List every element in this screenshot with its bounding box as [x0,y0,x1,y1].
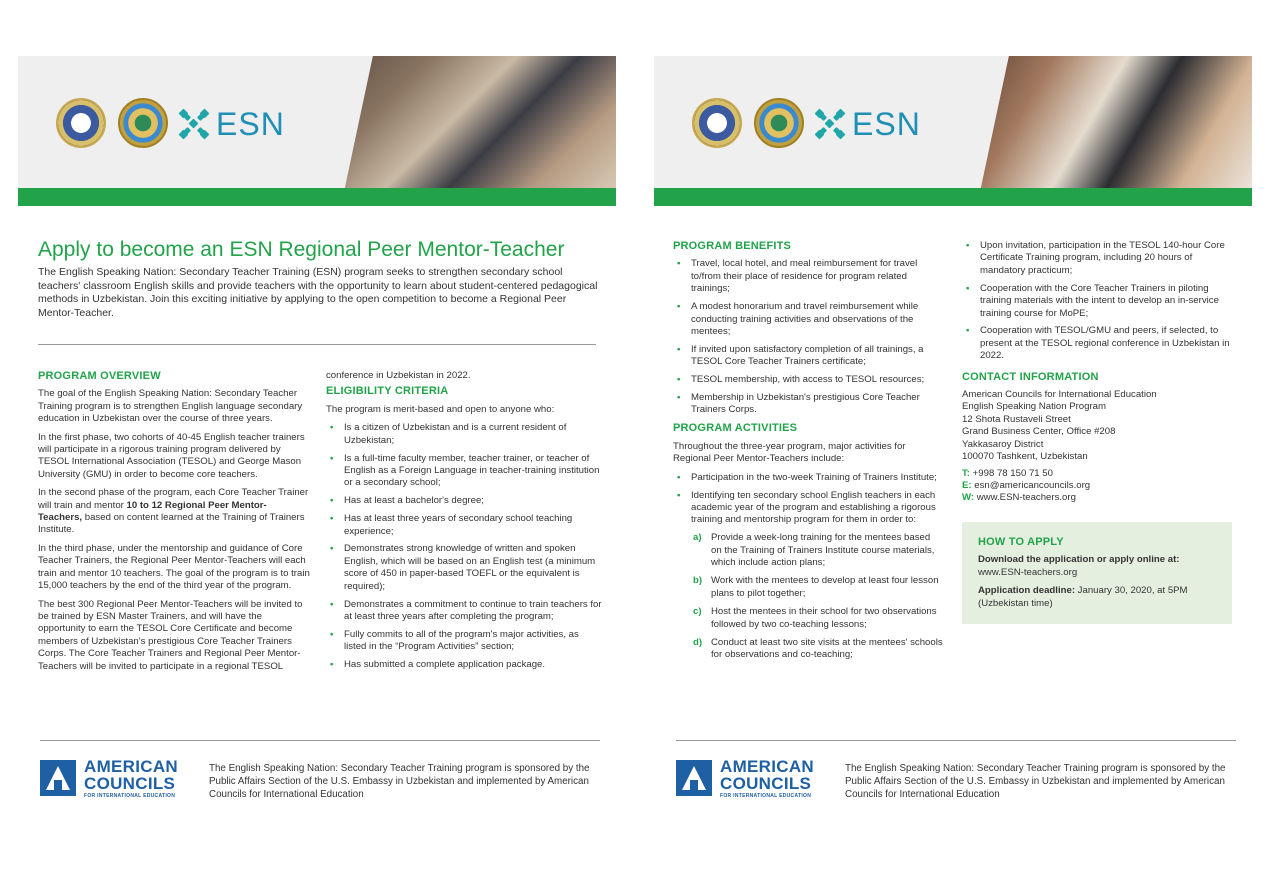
list-item: • If invited upon satisfactory completion of all trainings, a TESOL Core Teacher Trainers certificate; [673,344,943,369]
contact-phone: T: +998 78 150 71 50 [962,467,1053,479]
american-councils-logo [676,756,836,800]
list-item: • Is a full-time faculty member, teacher trainer, or teacher of English as a Foreign Language in teacher-training institution or a secondary school; [326,453,602,490]
benefits-activities-column [673,240,943,668]
more-activities-contact-column [962,240,1236,505]
page-header [18,56,616,188]
list-item: • Upon invitation, participation in the TESOL 140-hour Core Certificate Training program, including 20 hours of mandatory practicum; [962,240,1236,277]
logo-subtitle: FOR INTERNATIONAL EDUCATION [720,793,812,799]
esn-mark-icon [814,108,846,140]
header-photo [328,56,616,188]
header-green-bar [654,188,1252,206]
contact-website[interactable]: W: www.ESN-teachers.org [962,492,1076,504]
us-embassy-seal-icon [56,98,106,148]
esn-logo [814,104,921,144]
overview-paragraph: In the third phase, under the mentorship and guidance of Core Teacher Trainers, the Regional Peer Mentor-Teachers will each train and mentor 10 teachers. The goal of the program is to train 15,000 teachers by the end of the third year of the program. [38,542,310,592]
header-green-bar [18,188,616,206]
activities-list [673,472,943,527]
logo-name: AMERICAN COUNCILS [84,757,179,793]
us-embassy-seal-icon [692,98,742,148]
list-item: • Membership in Uzbekistan's prestigious Core Teacher Trainers Corps. [673,392,943,417]
how-to-apply-instruction: Download the application or apply online at: [978,554,1180,566]
brochure-page-left [18,56,616,826]
contact-block [962,389,1236,505]
contact-line: Grand Business Center, Office #208 [962,426,1116,438]
activities-intro: Throughout the three-year program, major activities for Regional Peer Mentor-Teachers include: [673,440,906,465]
list-item: • Demonstrates a commitment to continue to train teachers for at least three years after completing the program; [326,599,602,624]
contact-line: 12 Shota Rustaveli Street [962,413,1071,425]
list-item: a) Provide a week-long training for the mentees based on the Training of Trainers Institute course materials, which include action plans; [693,532,935,569]
brochure-page-right [654,56,1252,826]
eligibility-list [326,422,602,671]
overview-continuation: conference in Uzbekistan in 2022. [326,370,471,381]
footer-divider [676,740,1236,741]
list-item: b) Work with the mentees to develop at least four lesson plans to pilot together; [693,575,939,599]
list-item: c) Host the mentees in their school for two observations followed by two co-teaching lessons; [693,606,937,630]
contact-line: American Councils for International Education [962,389,1157,401]
list-item: • A modest honorarium and travel reimbursement while conducting training activities and observations of the mentees; [673,301,943,338]
list-item: • Has at least three years of secondary school teaching experience; [326,513,602,538]
list-item: • TESOL membership, with access to TESOL resources; [673,374,943,386]
overview-paragraph: The goal of the English Speaking Nation: Secondary Teacher Training program is to strengthen English language secondary education in Uzbekistan over the course of three years. [38,388,303,425]
american-councils-mark-icon [40,760,76,796]
logo-subtitle: FOR INTERNATIONAL EDUCATION [84,793,176,799]
contact-information-heading: CONTACT INFORMATION [962,370,1099,383]
list-item: • Identifying ten secondary school English teachers in each academic year of the program and establishing a rigorous training and mentorship program for them in order to: [673,490,943,527]
list-item: • Cooperation with TESOL/GMU and peers, if selected, to present at the TESOL regional conference in Uzbekistan in 2022. [962,325,1236,362]
application-url[interactable]: www.ESN-teachers.org [978,566,1078,578]
esn-logo-text: ESN [216,105,285,142]
esn-logo-text: ESN [852,105,921,142]
list-item: • Travel, local hotel, and meal reimbursement for travel to/from their place of residence for program related trainings; [673,258,943,295]
program-activities-heading: PROGRAM ACTIVITIES [673,422,798,435]
benefits-list [673,258,943,416]
footer-text: The English Speaking Nation: Secondary Teacher Training program is sponsored by the Public Affairs Section of the U.S. Embassy in Uzbekistan and implemented by American Councils for International Education [209,763,590,800]
list-item: • Has submitted a complete application package. [326,659,602,671]
intro-paragraph: The English Speaking Nation: Secondary Teacher Training (ESN) program seeks to strengthen secondary school teachers' classroom English skills and provide teachers with the opportunity to learn about student-centered pedagogical methods in Uzbekistan. Join this exciting initiative by applying to the open competition to become a Regional Peer Mentor-Teacher. [38,266,598,319]
esn-logo [178,104,285,144]
overview-paragraph: In the second phase of the program, each Core Teacher Trainer will train and mentor 10 to 12 Regional Peer Mentor-Teachers, based on content learned at the Training of Trainers Institute. [38,487,309,536]
contact-line: Yakkasaroy District [962,438,1044,450]
list-item: • Demonstrates strong knowledge of written and spoken English, which will be based on an English test (a minimum score of 450 in paper-based TOEFL or the equivalent is required); [326,543,602,593]
uzbekistan-seal-icon [118,98,168,148]
overview-paragraph: In the first phase, two cohorts of 40-45 English teacher trainers will participate in a rigorous training program delivered by TESOL International Association (TESOL) and George Mason University (GMU) in order to become core teachers. [38,431,305,480]
header-photo [964,56,1252,188]
section-divider [38,344,596,345]
american-councils-mark-icon [676,760,712,796]
list-item: • Participation in the two-week Training of Trainers Institute; [673,472,943,484]
contact-line: 100070 Tashkent, Uzbekistan [962,451,1088,463]
eligibility-intro: The program is merit-based and open to anyone who: [326,403,555,415]
list-item: • Cooperation with the Core Teacher Trainers in piloting training materials with the intent to develop an in-service training course for MoPE; [962,283,1236,320]
list-item: • Is a citizen of Uzbekistan and is a current resident of Uzbekistan; [326,422,602,447]
eligibility-column [326,370,602,677]
more-activities-list [962,240,1236,363]
program-overview-heading: PROGRAM OVERVIEW [38,370,161,382]
overview-paragraph: The best 300 Regional Peer Mentor-Teachers will be invited to be trained by ESN Master Trainers, and will have the opportunity to earn the TESOL Core Certificate and become members of Uzbekistan's prestigious Core Teacher Trainers Corps. The Core Teacher Trainers and Regional Peer Mentor-Teachers will be invited to participate in a regional TESOL [38,598,303,672]
list-item: • Has at least a bachelor's degree; [326,495,602,507]
program-benefits-heading: PROGRAM BENEFITS [673,240,792,252]
contact-email[interactable]: E: esn@americancouncils.org [962,479,1091,491]
american-councils-logo [40,756,200,800]
activities-sublist [673,532,943,662]
list-item: d) Conduct at least two site visits at the mentees' schools for observations and co-teaching; [693,637,943,661]
footer-divider [40,740,600,741]
how-to-apply-heading: HOW TO APPLY [978,536,1064,548]
footer-text: The English Speaking Nation: Secondary Teacher Training program is sponsored by the Public Affairs Section of the U.S. Embassy in Uzbekistan and implemented by American Councils for International Education [845,763,1226,800]
page-header [654,56,1252,188]
how-to-apply-box [962,522,1232,624]
esn-mark-icon [178,108,210,140]
logo-name: AMERICAN COUNCILS [720,757,815,793]
application-deadline: Application deadline: January 30, 2020, at 5PM (Uzbekistan time) [978,585,1188,609]
eligibility-heading: ELIGIBILITY CRITERIA [326,385,449,398]
contact-line: English Speaking Nation Program [962,401,1106,413]
program-overview-column [38,370,310,679]
list-item: • Fully commits to all of the program's major activities, as listed in the “Program Activities” section; [326,629,602,654]
uzbekistan-seal-icon [754,98,804,148]
page-title: Apply to become an ESN Regional Peer Mentor-Teacher [38,238,565,261]
